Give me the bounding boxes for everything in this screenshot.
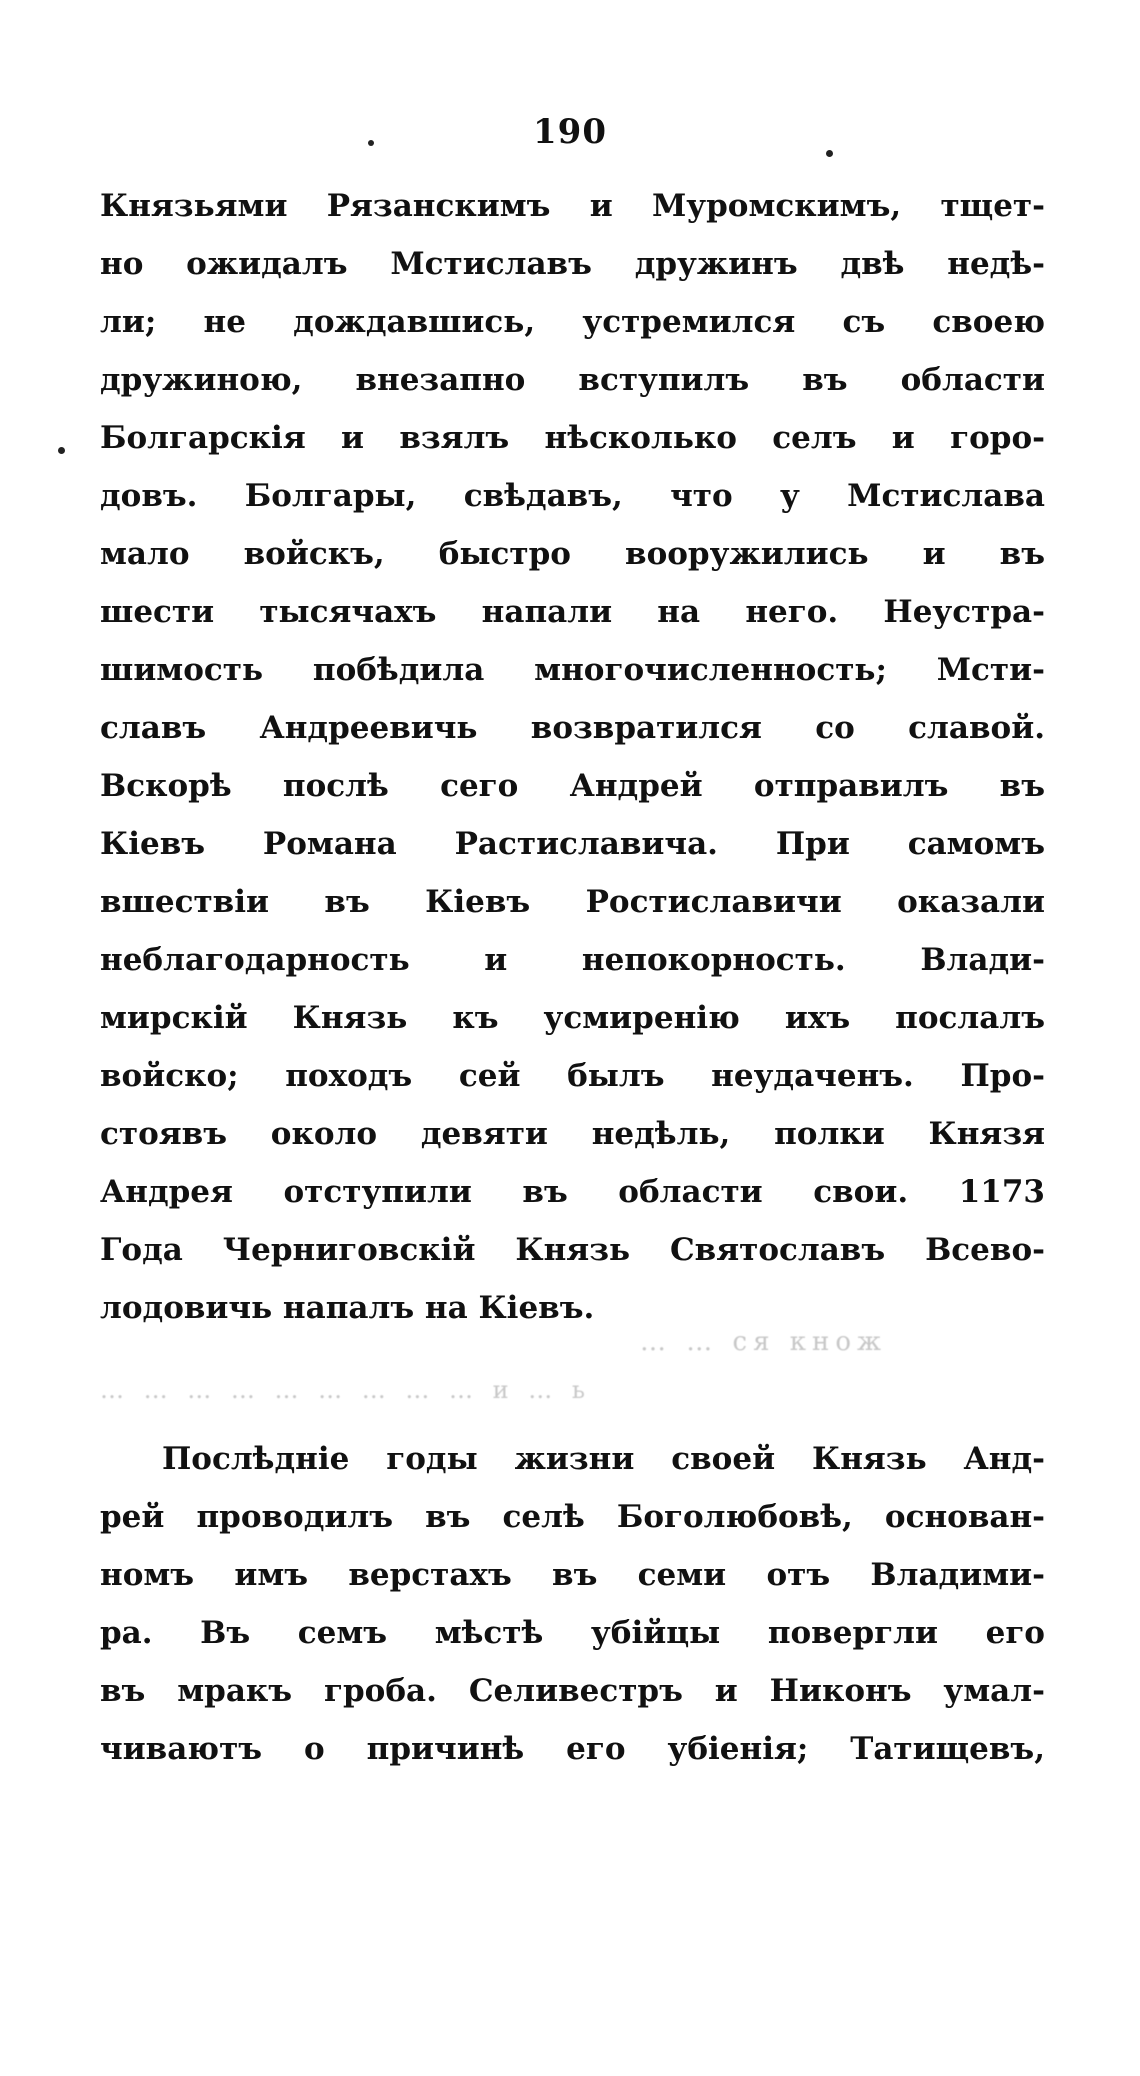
page-number: 190 [533, 112, 607, 152]
text-line: но ожидалъ Мстиславъ дружинъ двѣ недѣ- [100, 246, 1045, 282]
text-line: номъ имъ верстахъ въ семи отъ Владими- [100, 1557, 1045, 1593]
text-line-start: лодовичь напалъ на Кіевъ. [100, 1290, 595, 1326]
text-line: довъ. Болгары, свѣдавъ, что у Мстислава [100, 478, 1045, 514]
text-line: Вскорѣ послѣ сего Андрей отправилъ въ [100, 768, 1045, 804]
faded-text-fragment: … … … … … … … … … и … ь [100, 1376, 591, 1404]
faded-text-line [640, 1322, 1045, 1362]
text-line: неблагодарность и непокорность. Влади- [100, 942, 1045, 978]
scan-speck [58, 447, 65, 454]
text-line: Князьями Рязанскимъ и Муромскимъ, тщет- [100, 188, 1045, 224]
text-line: Послѣдніе годы жизни своей Князь Анд- [162, 1441, 1045, 1477]
text-line: войско; походъ сей былъ неудаченъ. Про- [100, 1058, 1045, 1094]
text-line: рей проводилъ въ селѣ Боголюбовѣ, основан- [100, 1499, 1045, 1535]
text-line: шимость побѣдила многочисленность; Мсти- [100, 652, 1045, 688]
text-line: славъ Андреевичь возвратился со славой. [100, 710, 1045, 746]
faded-text-line [100, 1370, 1045, 1410]
text-line: Года Черниговскій Князь Святославъ Всево- [100, 1232, 1045, 1268]
text-line: стоявъ около девяти недѣль, полки Князя [100, 1116, 1045, 1152]
text-line: въ мракъ гроба. Селивестръ и Никонъ умал- [100, 1673, 1045, 1709]
text-line: дружиною, внезапно вступилъ въ области [100, 362, 1045, 398]
text-line: вшествіи въ Кіевъ Ростиславичи оказали [100, 884, 1045, 920]
text-line: ли; не дождавшись, устремился съ своею [100, 304, 1045, 340]
text-line: чиваютъ о причинѣ его убіенія; Татищевъ, [100, 1731, 1045, 1767]
text-line: Андрея отступили въ области свои. 1173 [100, 1174, 1045, 1210]
text-line: мирскій Князь къ усмиренію ихъ послалъ [100, 1000, 1045, 1036]
scan-speck [368, 140, 374, 146]
faded-text-fragment: … … ся кнож [640, 1327, 887, 1357]
paragraph-2 [100, 1430, 1045, 1778]
text-line: мало войскъ, быстро вооружились и въ [100, 536, 1045, 572]
text-line: Болгарскія и взялъ нѣсколько селъ и горо- [100, 420, 1045, 456]
scan-speck [826, 150, 833, 157]
text-line: Кіевъ Романа Растиславича. При самомъ [100, 826, 1045, 862]
paragraph-1 [100, 177, 1045, 1337]
text-line: ра. Въ семъ мѣстѣ убійцы повергли его [100, 1615, 1045, 1651]
text-line: шести тысячахъ напали на него. Неустра- [100, 594, 1045, 630]
